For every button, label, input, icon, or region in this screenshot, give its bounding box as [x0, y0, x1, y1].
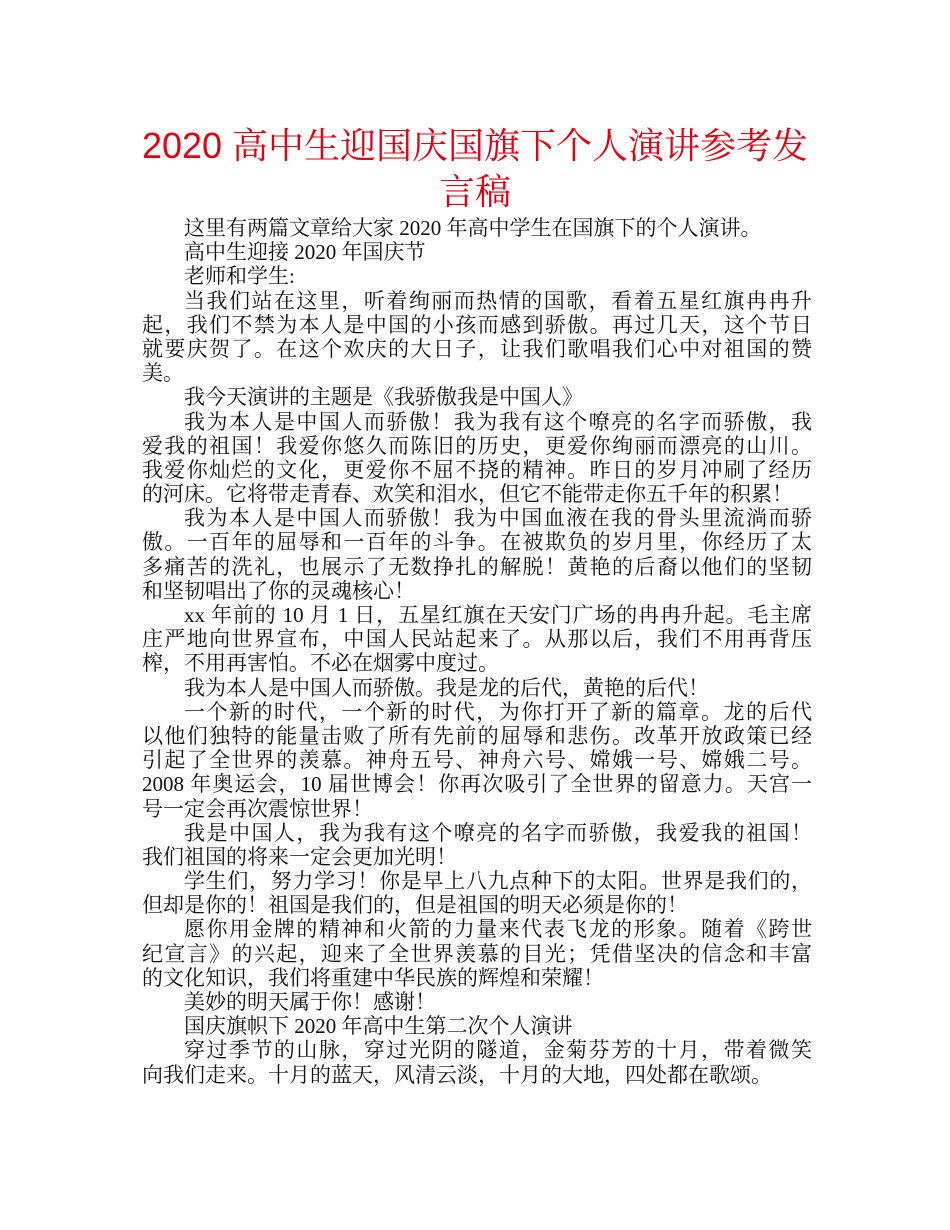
text-line: 榨，不用再害怕。不必在烟雾中度过。: [142, 651, 499, 676]
paragraph: [142, 506, 812, 603]
text-line: 庄严地向世界宣布，中国人民站起来了。从那以后，我们不用再背压: [142, 627, 812, 652]
text-line: 老师和学生:: [184, 264, 295, 289]
text-line: 一个新的时代，一个新的时代，为你打开了新的篇章。龙的后代: [184, 699, 812, 724]
text-line: 愿你用金牌的精神和火箭的力量来代表飞龙的形象。随着《跨世: [184, 917, 812, 942]
text-line: xx 年前的 10 月 1 日，五星红旗在天安门广场的冉冉升起。毛主席: [184, 603, 812, 627]
text-line: 我为本人是中国人而骄傲！我为中国血液在我的骨头里流淌而骄: [184, 506, 812, 531]
paragraph: [142, 410, 812, 507]
paragraph: [142, 264, 812, 288]
paragraph: [142, 869, 812, 917]
text-line: 但却是你的！祖国是我们的，但是祖国的明天必须是你的！: [142, 893, 688, 918]
text-line: 就要庆贺了。在这个欢庆的大日子，让我们歌唱我们心中对祖国的赞: [142, 336, 812, 361]
text-line: 以他们独特的能量击败了所有先前的屈辱和悲伤。改革开放政策已经: [142, 723, 812, 748]
text-line: 我今天演讲的主题是《我骄傲我是中国人》: [184, 385, 583, 410]
text-line: 我为本人是中国人而骄傲。我是龙的后代，黄艳的后代！: [184, 675, 709, 700]
paragraph: [142, 676, 812, 700]
paragraph: [142, 216, 812, 240]
text-line: 我是中国人，我为我有这个嘹亮的名字而骄傲，我爱我的祖国！: [184, 820, 812, 845]
text-line: 号一定会再次震惊世界！: [142, 796, 373, 821]
text-line: 国庆旗帜下 2020 年高中生第二次个人演讲: [184, 1014, 573, 1039]
paragraph: [142, 289, 812, 386]
document-title: [0, 123, 950, 215]
text-line: 的河床。它将带走青春、欢笑和泪水，但它不能带走你五千年的积累！: [142, 482, 793, 507]
text-line: 和坚韧唱出了你的灵魂核心！: [142, 578, 415, 603]
paragraph: [142, 1014, 812, 1038]
text-line: 这里有两篇文章给大家 2020 年高中学生在国旗下的个人演讲。: [184, 216, 762, 240]
paragraph: [142, 240, 812, 264]
paragraph: [142, 990, 812, 1014]
text-line: 我爱你灿烂的文化，更爱你不屈不挠的精神。昨日的岁月冲刷了经历: [142, 457, 812, 482]
paragraph: [142, 821, 812, 869]
text-line: 我为本人是中国人而骄傲！我为我有这个嘹亮的名字而骄傲，我: [184, 409, 812, 434]
paragraph: [142, 700, 812, 821]
text-line: 纪宣言》的兴起，迎来了全世界羡慕的目光；凭借坚决的信念和丰富: [142, 941, 812, 966]
title-line: 言稿: [438, 171, 511, 212]
text-line: 爱我的祖国！我爱你悠久而陈旧的历史，更爱你绚丽而漂亮的山川。: [142, 433, 812, 458]
text-line: 向我们走来。十月的蓝天，风清云淡，十月的大地，四处都在歌颂。: [142, 1062, 772, 1087]
text-line: 高中生迎接 2020 年国庆节: [184, 240, 426, 265]
document-body: [142, 216, 812, 1087]
text-line: 美。: [142, 361, 184, 386]
text-line: 我们祖国的将来一定会更加光明！: [142, 844, 457, 869]
text-line: 穿过季节的山脉，穿过光阴的隧道，金菊芬芳的十月，带着微笑: [184, 1038, 812, 1063]
paragraph: [142, 385, 812, 409]
text-line: 起，我们不禁为本人是中国的小孩而感到骄傲。再过几天，这个节日: [142, 312, 812, 337]
paragraph: [142, 603, 812, 676]
paragraph: [142, 1038, 812, 1086]
title-line: 2020 高中生迎国庆国旗下个人演讲参考发: [141, 125, 809, 166]
text-line: 美妙的明天属于你！感谢！: [184, 990, 436, 1014]
text-line: 引起了全世界的羡慕。神舟五号、神舟六号、嫦娥一号、嫦娥二号。: [142, 748, 812, 773]
paragraph: [142, 917, 812, 990]
text-line: 当我们站在这里，听着绚丽而热情的国歌，看着五星红旗冉冉升: [184, 288, 812, 313]
text-line: 2008 年奥运会，10 届世博会！你再次吸引了全世界的留意力。天宫一: [142, 772, 812, 797]
text-line: 傲。一百年的屈辱和一百年的斗争。在被欺负的岁月里，你经历了太: [142, 530, 812, 555]
text-line: 学生们，努力学习！你是早上八九点种下的太阳。世界是我们的，: [184, 869, 812, 894]
text-line: 多痛苦的洗礼，也展示了无数挣扎的解脱！黄艳的后裔以他们的坚韧: [142, 554, 812, 579]
text-line: 的文化知识，我们将重建中华民族的辉煌和荣耀！: [142, 965, 604, 990]
